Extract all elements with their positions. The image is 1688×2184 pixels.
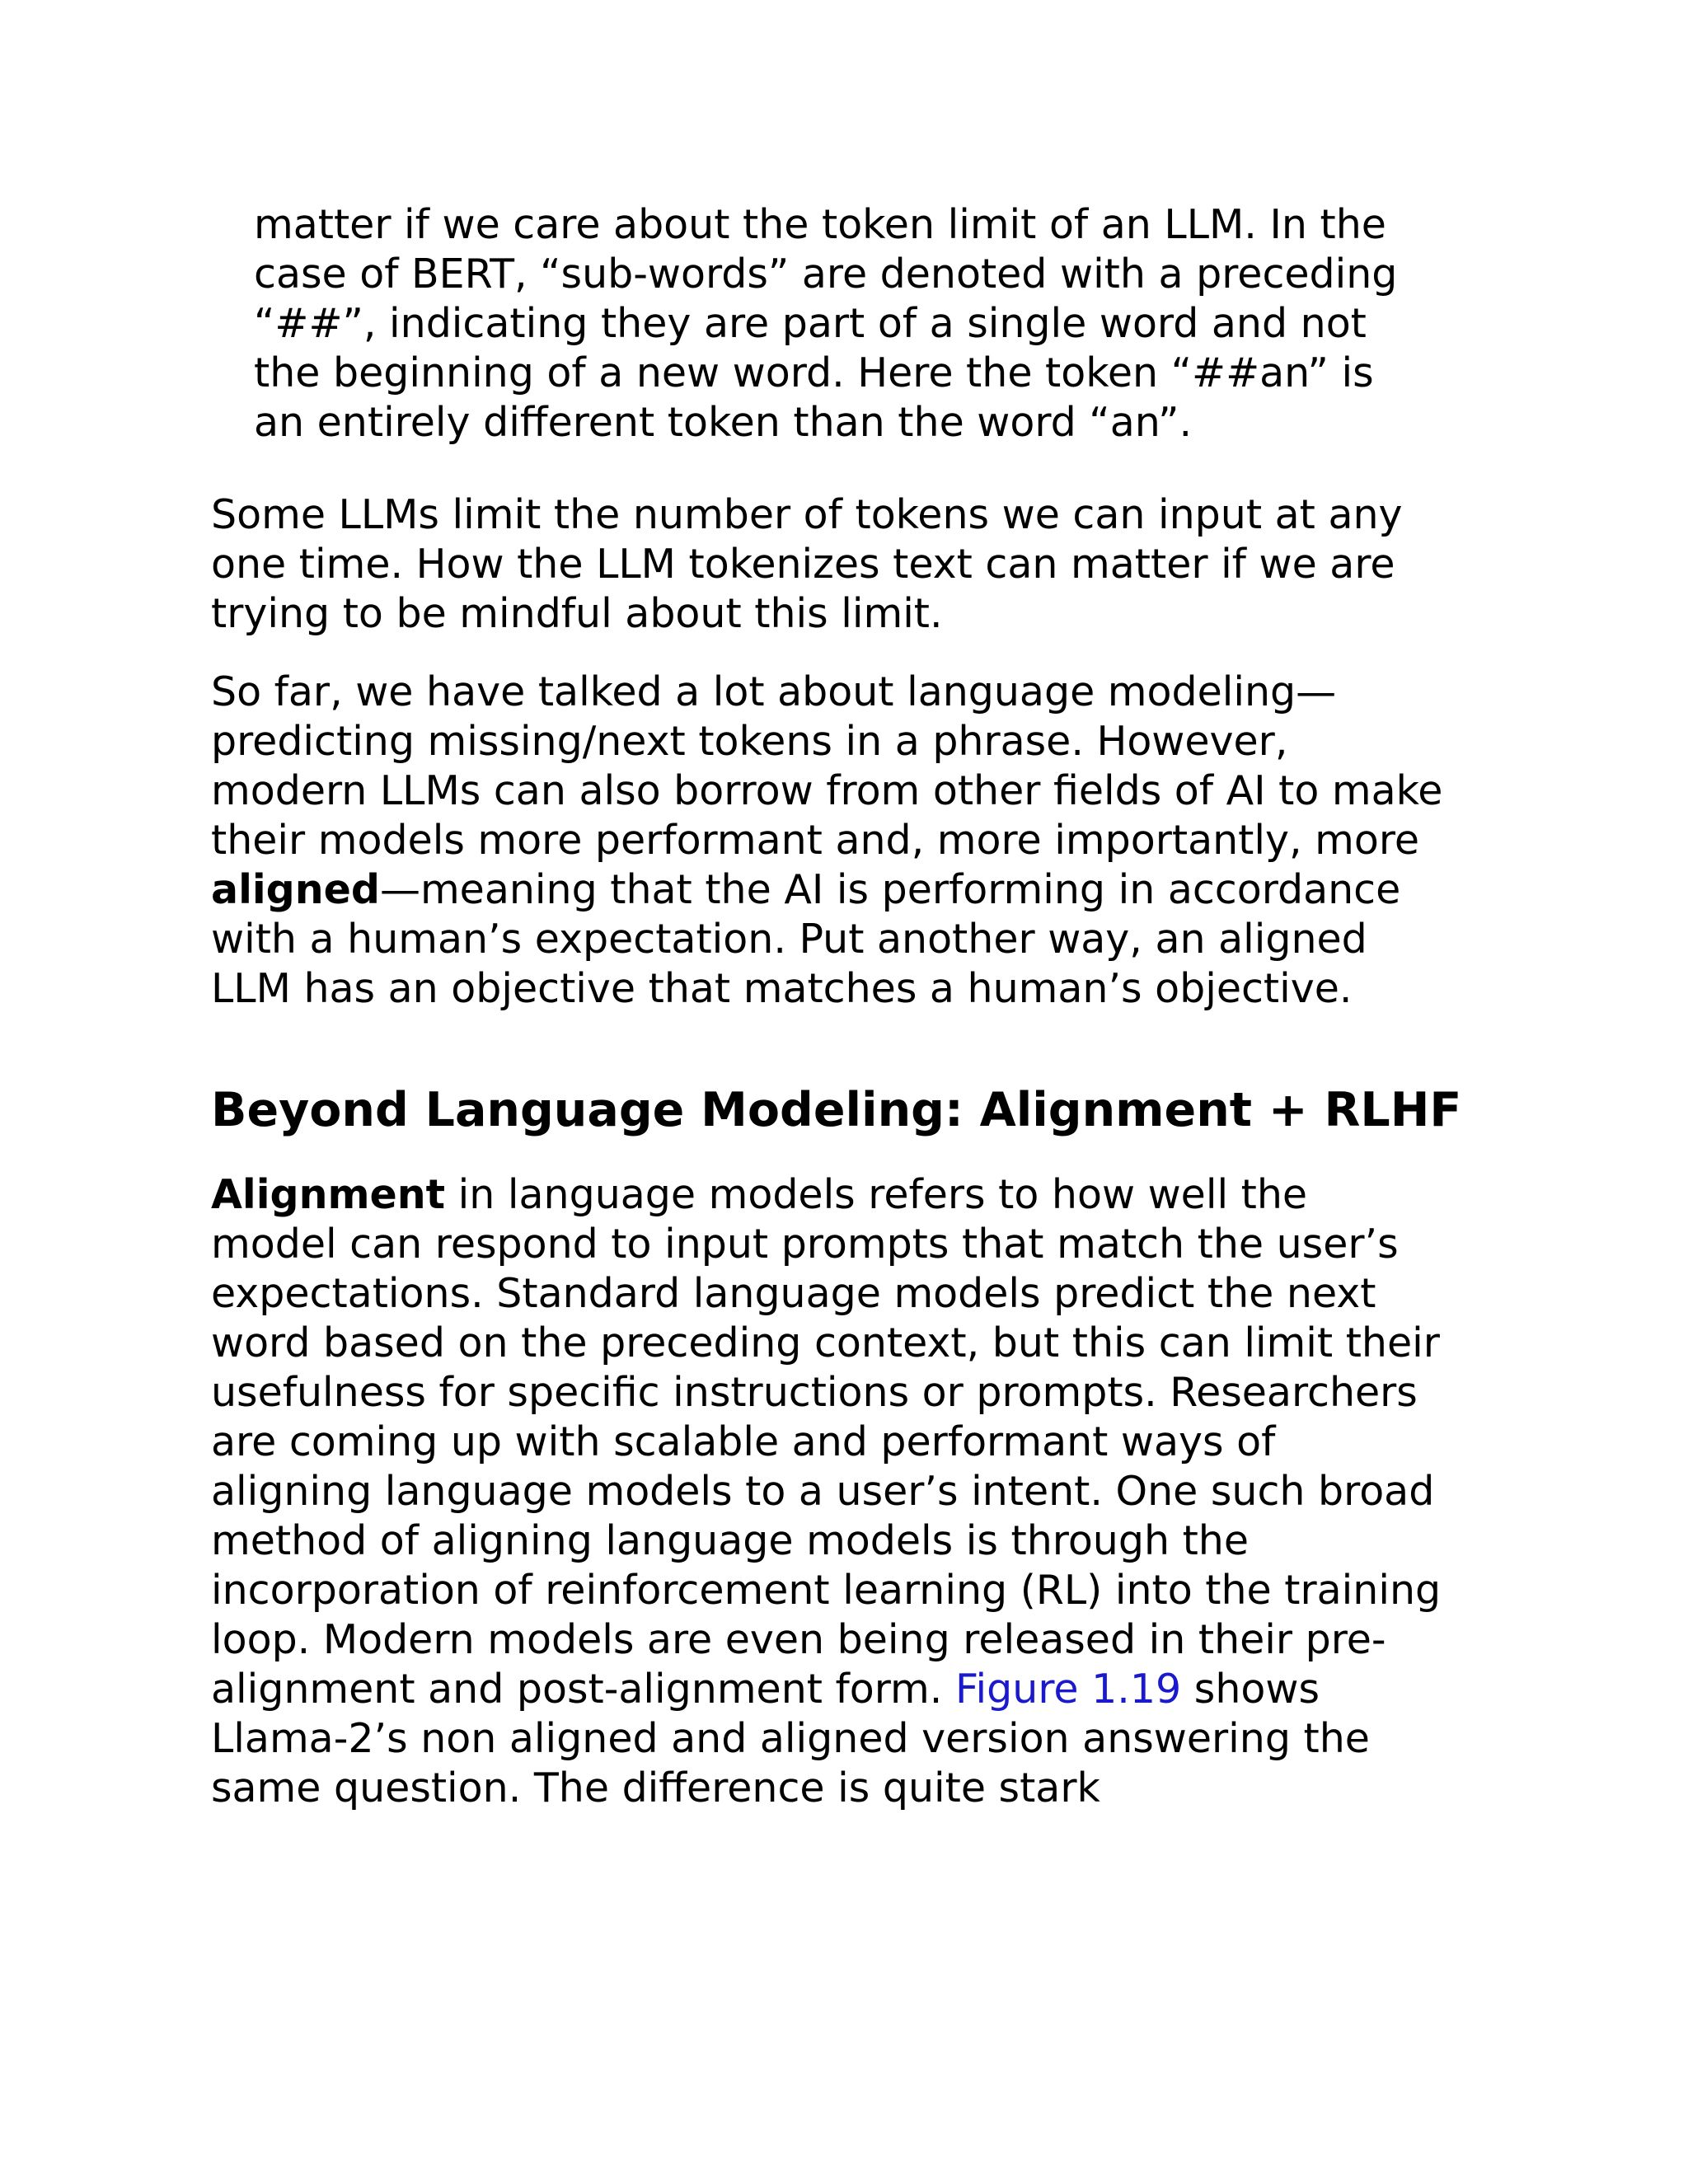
text-line: with a human’s expectation. Put another way, an aligned: [211, 916, 1367, 963]
text-line: an entirely different token than the word “an”.: [254, 399, 1193, 446]
paragraph-language-modeling: [211, 668, 1497, 1014]
figure-reference-link[interactable]: Figure 1.19: [954, 1666, 1182, 1713]
text-line: their models more performant and, more importantly, more: [211, 817, 1420, 864]
section-heading: Beyond Language Modeling: Alignment + RLHF: [211, 1083, 1462, 1137]
text-line: Some LLMs limit the number of tokens we can input at any: [211, 491, 1403, 538]
text-line: “##”, indicating they are part of a single word and not: [254, 300, 1367, 347]
text-line: predicting missing/next tokens in a phrase. However,: [211, 718, 1288, 765]
bold-term-alignment: Alignment: [211, 1171, 446, 1218]
text-line: word based on the preceding context, but this can limit their: [211, 1319, 1440, 1366]
text-fragment: in language models refers to how well the: [445, 1171, 1308, 1218]
text-line: [211, 1665, 1497, 1714]
text-line: trying to be mindful about this limit.: [211, 590, 943, 637]
text-fragment: —meaning that the AI is performing in accordance: [379, 866, 1401, 913]
text-line: expectations. Standard language models predict the next: [211, 1270, 1376, 1317]
text-line: method of aligning language models is through the: [211, 1517, 1249, 1564]
paragraph-token-limits: [211, 490, 1497, 639]
text-line: So far, we have talked a lot about language modeling—: [211, 668, 1337, 715]
text-line: case of BERT, “sub-words” are denoted with a preceding: [254, 251, 1398, 298]
text-line: matter if we care about the token limit of an LLM. In the: [254, 201, 1386, 248]
text-line: usefulness for specific instructions or prompts. Researchers: [211, 1369, 1418, 1416]
text-line: Llama-2’s non aligned and aligned version answering the: [211, 1715, 1370, 1762]
text-line: loop. Modern models are even being released in their pre-: [211, 1616, 1386, 1663]
text-line: modern LLMs can also borrow from other fields of AI to make: [211, 767, 1443, 814]
text-line: LLM has an objective that matches a human’s objective.: [211, 965, 1353, 1012]
text-line: model can respond to input prompts that match the user’s: [211, 1221, 1399, 1268]
continued-list-item: [254, 200, 1540, 448]
text-line: the beginning of a new word. Here the token “##an” is: [254, 349, 1374, 396]
text-line: are coming up with scalable and performant ways of: [211, 1418, 1276, 1465]
bold-term-aligned: aligned: [211, 866, 380, 913]
text-line: incorporation of reinforcement learning (RL) into the training: [211, 1567, 1442, 1614]
text-line: aligning language models to a user’s intent. One such broad: [211, 1468, 1435, 1515]
text-fragment: shows: [1181, 1666, 1320, 1713]
text-line: same question. The difference is quite stark: [211, 1765, 1100, 1811]
text-line: one time. How the LLM tokenizes text can matter if we are: [211, 541, 1395, 588]
text-line: [211, 865, 1497, 915]
paragraph-alignment: [211, 1170, 1497, 1813]
text-fragment: alignment and post-alignment form.: [211, 1666, 955, 1713]
text-line: [211, 1170, 1497, 1220]
